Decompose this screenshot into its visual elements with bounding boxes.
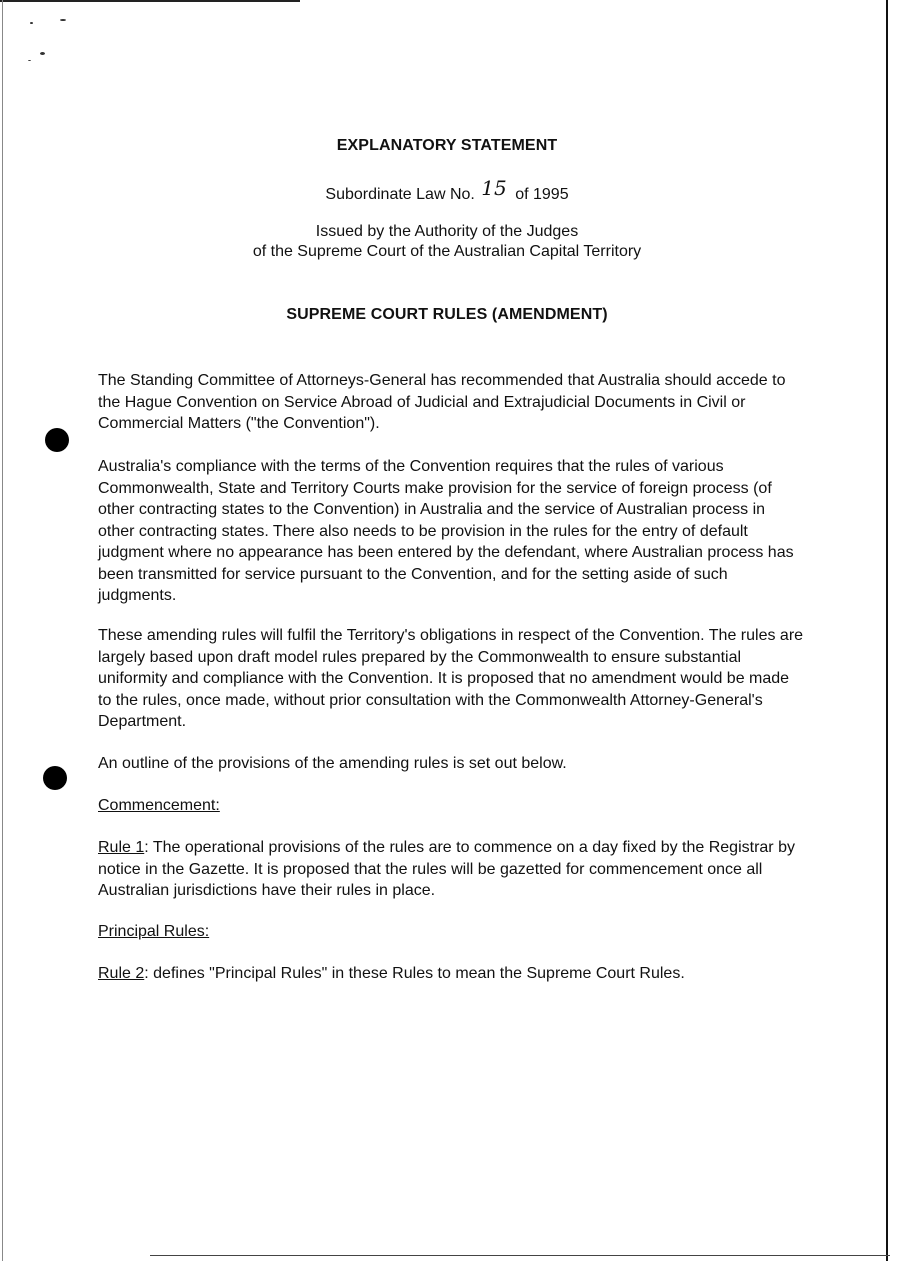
punch-hole xyxy=(45,428,69,452)
law-number-line xyxy=(0,176,894,204)
paragraph-amending-rules: These amending rules will fulfil the Territory's obligations in respect of the Convention. The rules are largely based upon draft model rules prepared by the Commonwealth to ensure substantial uniformity and compliance with the Convention. It is proposed that no amendment would be made to the rules, once made, without prior consultation with the Commonwealth Attorney-General's Department. xyxy=(98,627,804,730)
rule-2-paragraph xyxy=(98,963,804,985)
scan-speck xyxy=(30,22,33,24)
scan-speck xyxy=(60,19,66,21)
scan-speck xyxy=(28,60,31,61)
document-subtitle: SUPREME COURT RULES (AMENDMENT) xyxy=(286,306,608,323)
paragraph-compliance: Australia's compliance with the terms of the Convention requires that the rules of various Commonwealth, State and Territory Courts make provision for the service of foreign process (of other contracting states to the Convention) in Australia and the service of Australian process in other contracting states. There also needs to be provision in the rules for the entry of default judgment where no appearance has been entered by the defendant, where Australian process has been transmitted for service pursuant to the Convention, and for the setting aside of such judgments. xyxy=(98,458,794,604)
punch-hole xyxy=(43,766,67,790)
law-number-suffix: of 1995 xyxy=(515,186,569,203)
scan-speck xyxy=(40,52,45,55)
issued-by-line-2: of the Supreme Court of the Australian Capital Territory xyxy=(252,243,642,260)
law-number-handwritten: 15 xyxy=(481,176,507,200)
rule-1-label: Rule 1 xyxy=(98,839,145,856)
commencement-heading: Commencement: xyxy=(98,797,220,814)
rule-2-text: : defines "Principal Rules" in these Rules to mean the Supreme Court Rules. xyxy=(144,965,685,982)
rule-2-label: Rule 2 xyxy=(98,965,145,982)
scan-edge-bottom xyxy=(150,1255,890,1256)
scan-edge-top xyxy=(0,0,300,2)
rule-1-text: : The operational provisions of the rules are to commence on a day fixed by the Registrar by notice in the Gazette. It is proposed that the rules will be gazetted for commencement once all Australian jurisdictions have their rules in place. xyxy=(98,839,795,899)
law-number-prefix: Subordinate Law No. xyxy=(325,186,475,203)
document-title: EXPLANATORY STATEMENT xyxy=(336,137,558,154)
paragraph-convention-recommendation: The Standing Committee of Attorneys-General has recommended that Australia should accede to the Hague Convention on Service Abroad of Judicial and Extrajudicial Documents in Civil or Commercial Matters ("the Convention"). xyxy=(98,372,786,432)
paragraph-outline: An outline of the provisions of the amending rules is set out below. xyxy=(98,755,567,772)
principal-rules-heading: Principal Rules: xyxy=(98,923,210,940)
rule-1-paragraph xyxy=(98,837,804,902)
issued-by-line-1: Issued by the Authority of the Judges xyxy=(315,223,579,240)
